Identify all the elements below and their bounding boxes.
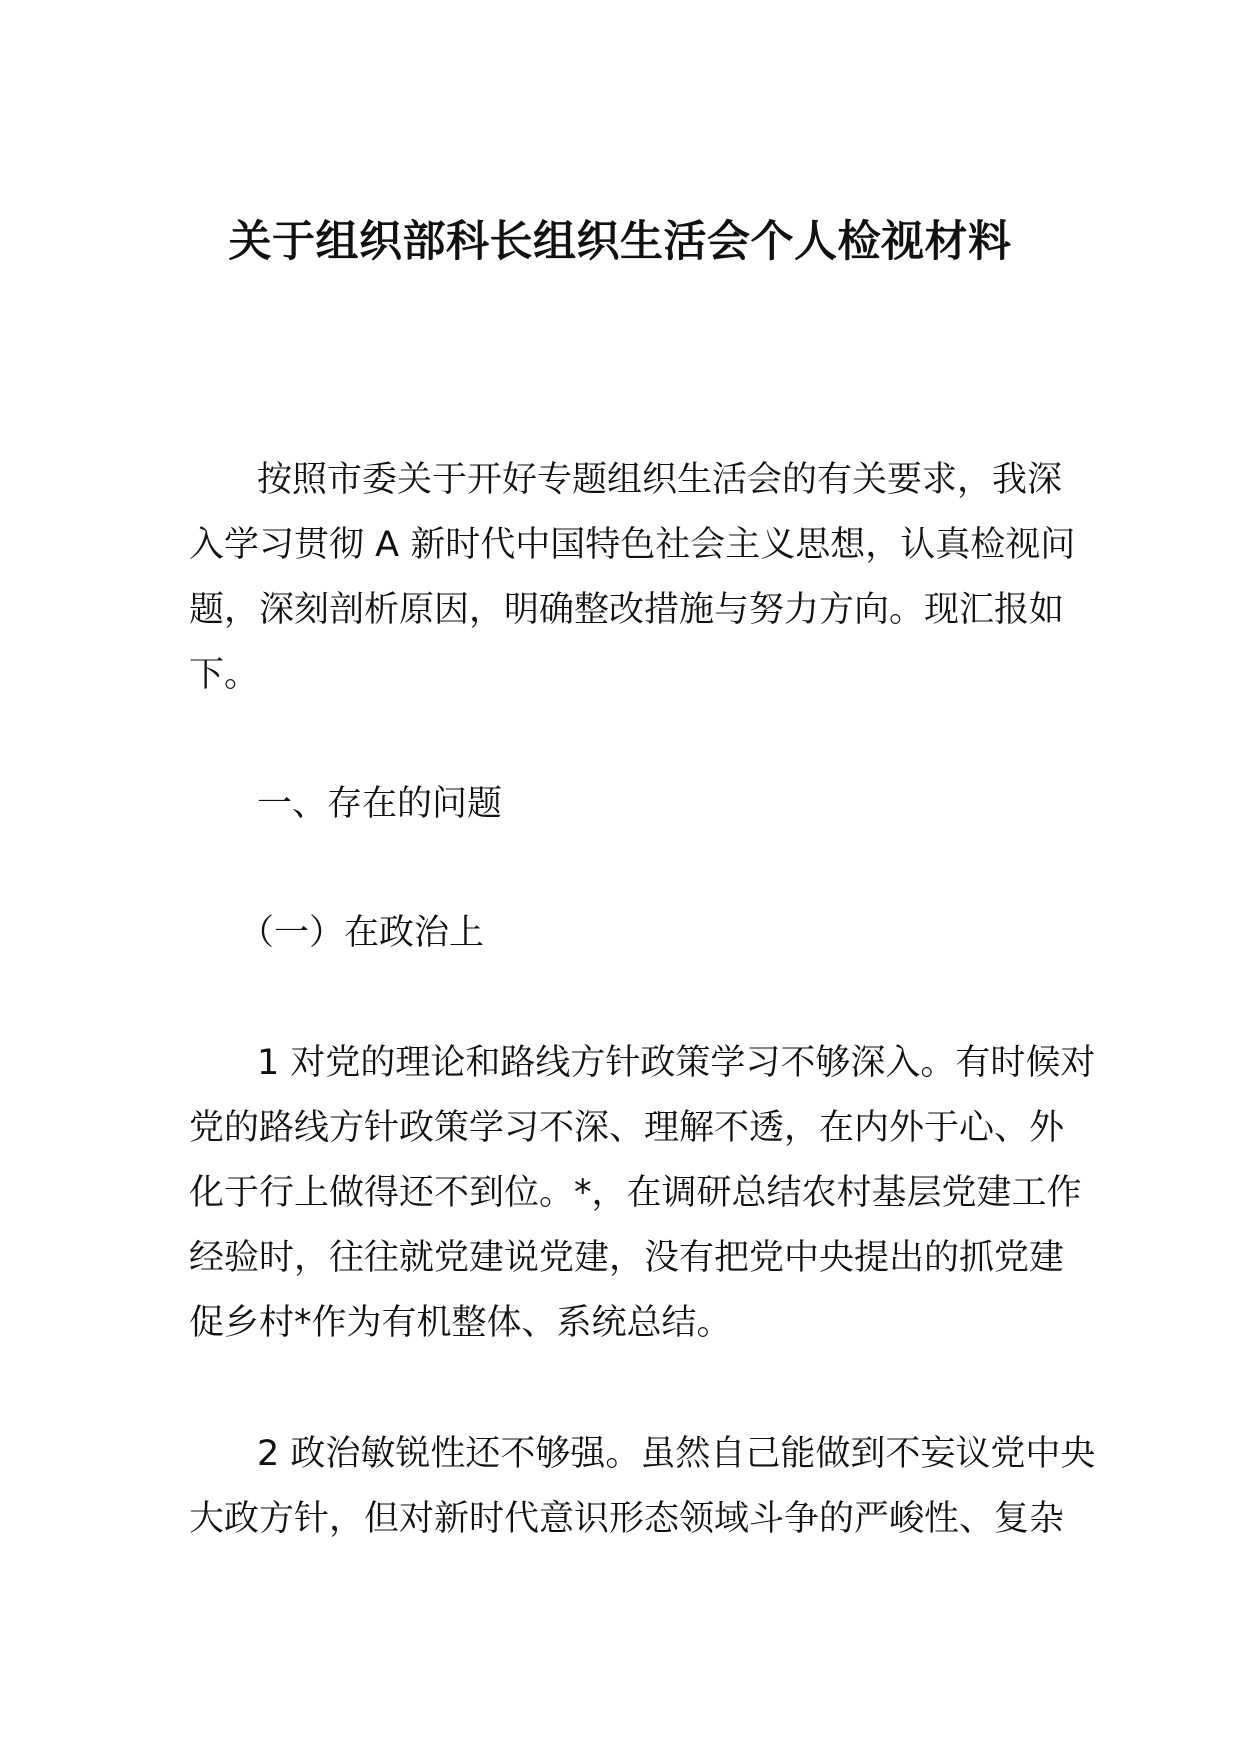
item-2-paragraph <box>189 1422 1096 1552</box>
paragraph-line: 化于行上做得还不到位。*，在调研总结农村基层党建工作 <box>189 1173 1082 1213</box>
subsection-heading <box>189 901 1057 966</box>
paragraph-line: 经验时，往往就党建说党建，没有把党中央提出的抓党建 <box>189 1238 1065 1278</box>
paragraph-line: 1 对党的理论和路线方针政策学习不够深入。有时候对 <box>257 1043 1096 1083</box>
paragraph-line: 大政方针，但对新时代意识形态领域斗争的严峻性、复杂 <box>189 1499 1065 1539</box>
paragraph-line: 下。 <box>189 655 260 695</box>
paragraph-line: 按照市委关于开好专题组织生活会的有关要求，我深 <box>257 460 1063 500</box>
paragraph-line: 2 政治敏锐性还不够强。虽然自己能做到不妄议党中央 <box>257 1434 1096 1474</box>
section-heading <box>189 772 1057 837</box>
paragraph-line: 促乡村*作为有机整体、系统总结。 <box>189 1303 732 1343</box>
document-title: 关于组织部科长组织生活会个人检视材料 <box>228 217 1012 267</box>
section-heading-text: 一、存在的问题 <box>257 784 503 824</box>
paragraph-line: 党的路线方针政策学习不深、理解不透，在内外于心、外 <box>189 1108 1065 1148</box>
paragraph-line: 题，深刻剖析原因，明确整改措施与努力方向。现汇报如 <box>189 590 1065 630</box>
subsection-heading-text: （一）在政治上 <box>239 913 485 953</box>
intro-paragraph <box>189 448 1076 708</box>
paragraph-line: 入学习贯彻 A 新时代中国特色社会主义思想，认真检视问 <box>189 525 1076 565</box>
item-1-paragraph <box>189 1031 1096 1356</box>
